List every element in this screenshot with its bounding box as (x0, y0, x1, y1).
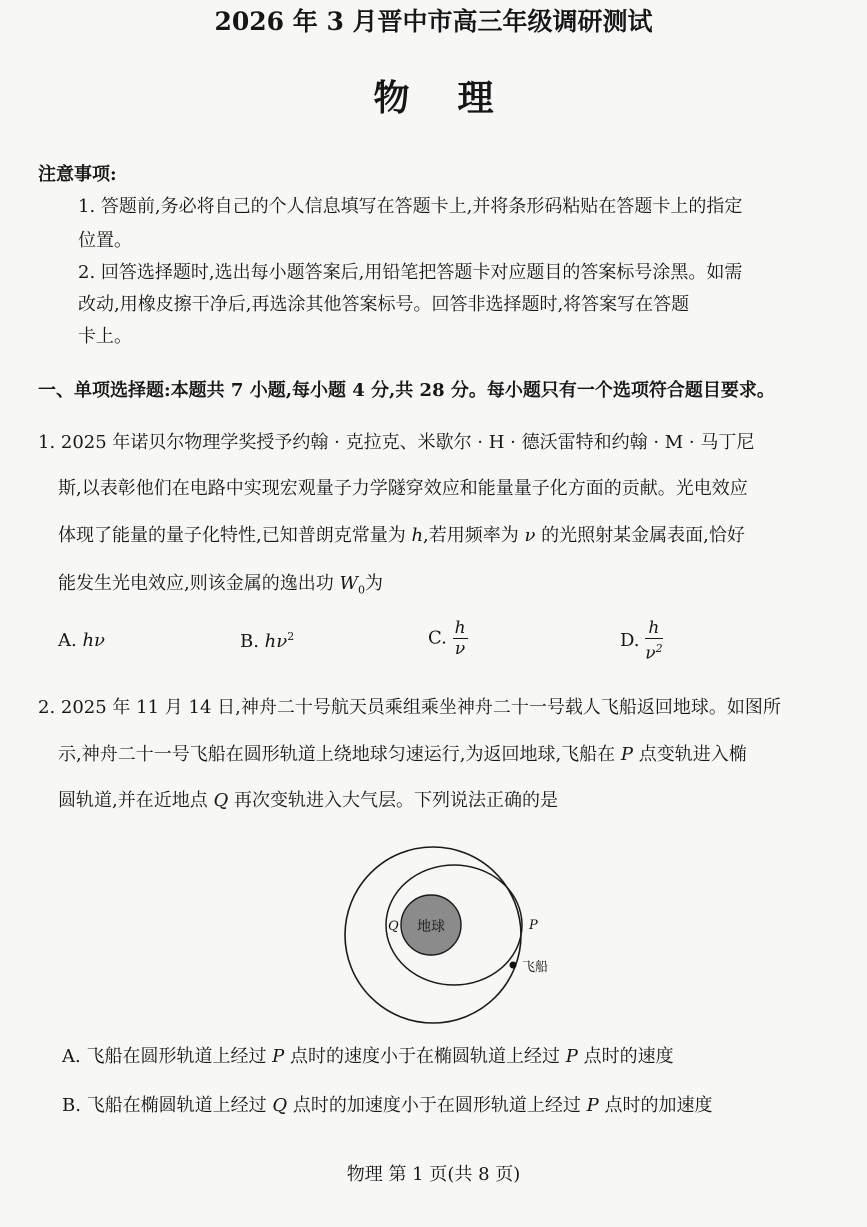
notice-heading: 注意事项: (38, 164, 117, 185)
point-p-label: P (529, 918, 538, 933)
q1-option-a: A. hν (58, 630, 105, 651)
q2-line-1: 2. 2025 年 11 月 14 日,神舟二十号航天员乘组乘坐神舟二十一号载人飞船返回地球。如图所 (38, 697, 781, 718)
q1-option-b: B. $h\nu^2$ (240, 630, 295, 652)
orbit-diagram (330, 845, 570, 1030)
q2-line-3: 圆轨道,并在近地点 Q 再次变轨进入大气层。下列说法正确的是 (58, 790, 558, 811)
q2-option-a: A. 飞船在圆形轨道上经过 P 点时的速度小于在椭圆轨道上经过 P 点时的速度 (62, 1046, 674, 1067)
exam-title: 2026 年 3 月晋中市高三年级调研测试 (214, 7, 653, 36)
q1-option-d: D. $\frac{h}{\nu^2}$ (620, 618, 663, 664)
notice-item-2-line-1: 2. 回答选择题时,选出每小题答案后,用铅笔把答题卡对应题目的答案标号涂黑。如需 (78, 262, 743, 283)
q1-line-2: 斯,以表彰他们在电路中实现宏观量子力学隧穿效应和能量量子化方面的贡献。光电效应 (58, 478, 748, 499)
q1-line-4: 能发生光电效应,则该金属的逸出功 $W_0$为 (58, 573, 383, 597)
page-footer: 物理 第 1 页(共 8 页) (346, 1164, 521, 1185)
spacecraft-label: 飞船 (522, 960, 549, 975)
q2-option-b: B. 飞船在椭圆轨道上经过 Q 点时的加速度小于在圆形轨道上经过 P 点时的加速度 (62, 1095, 713, 1116)
notice-item-1-line-2: 位置。 (78, 230, 132, 251)
earth-label: 地球 (417, 919, 445, 935)
section-heading: 一、单项选择题:本题共 7 小题,每小题 4 分,共 28 分。每小题只有一个选项符合题目要求。 (38, 380, 775, 401)
subject-title: 物理 (373, 77, 542, 119)
q1-line-3: 体现了能量的量子化特性,已知普朗克常量为 h,若用频率为 ν 的光照射某金属表面,恰好 (58, 525, 745, 546)
q1-line-1: 1. 2025 年诺贝尔物理学奖授予约翰 · 克拉克、米歇尔 · H · 德沃雷特和约翰 · M · 马丁尼 (38, 432, 755, 453)
notice-item-2-line-3: 卡上。 (78, 326, 132, 347)
notice-item-2-line-2: 改动,用橡皮擦干净后,再选涂其他答案标号。回答非选择题时,将答案写在答题 (78, 294, 690, 315)
notice-item-1-line-1: 1. 答题前,务必将自己的个人信息填写在答题卡上,并将条形码粘贴在答题卡上的指定 (78, 196, 743, 217)
q1-option-c: C. $\frac{h}{\nu}$ (428, 618, 466, 659)
point-q-label: Q (388, 919, 399, 934)
spacecraft-dot (510, 962, 517, 969)
q2-line-2: 示,神舟二十一号飞船在圆形轨道上绕地球匀速运行,为返回地球,飞船在 P 点变轨进入椭 (58, 744, 747, 765)
